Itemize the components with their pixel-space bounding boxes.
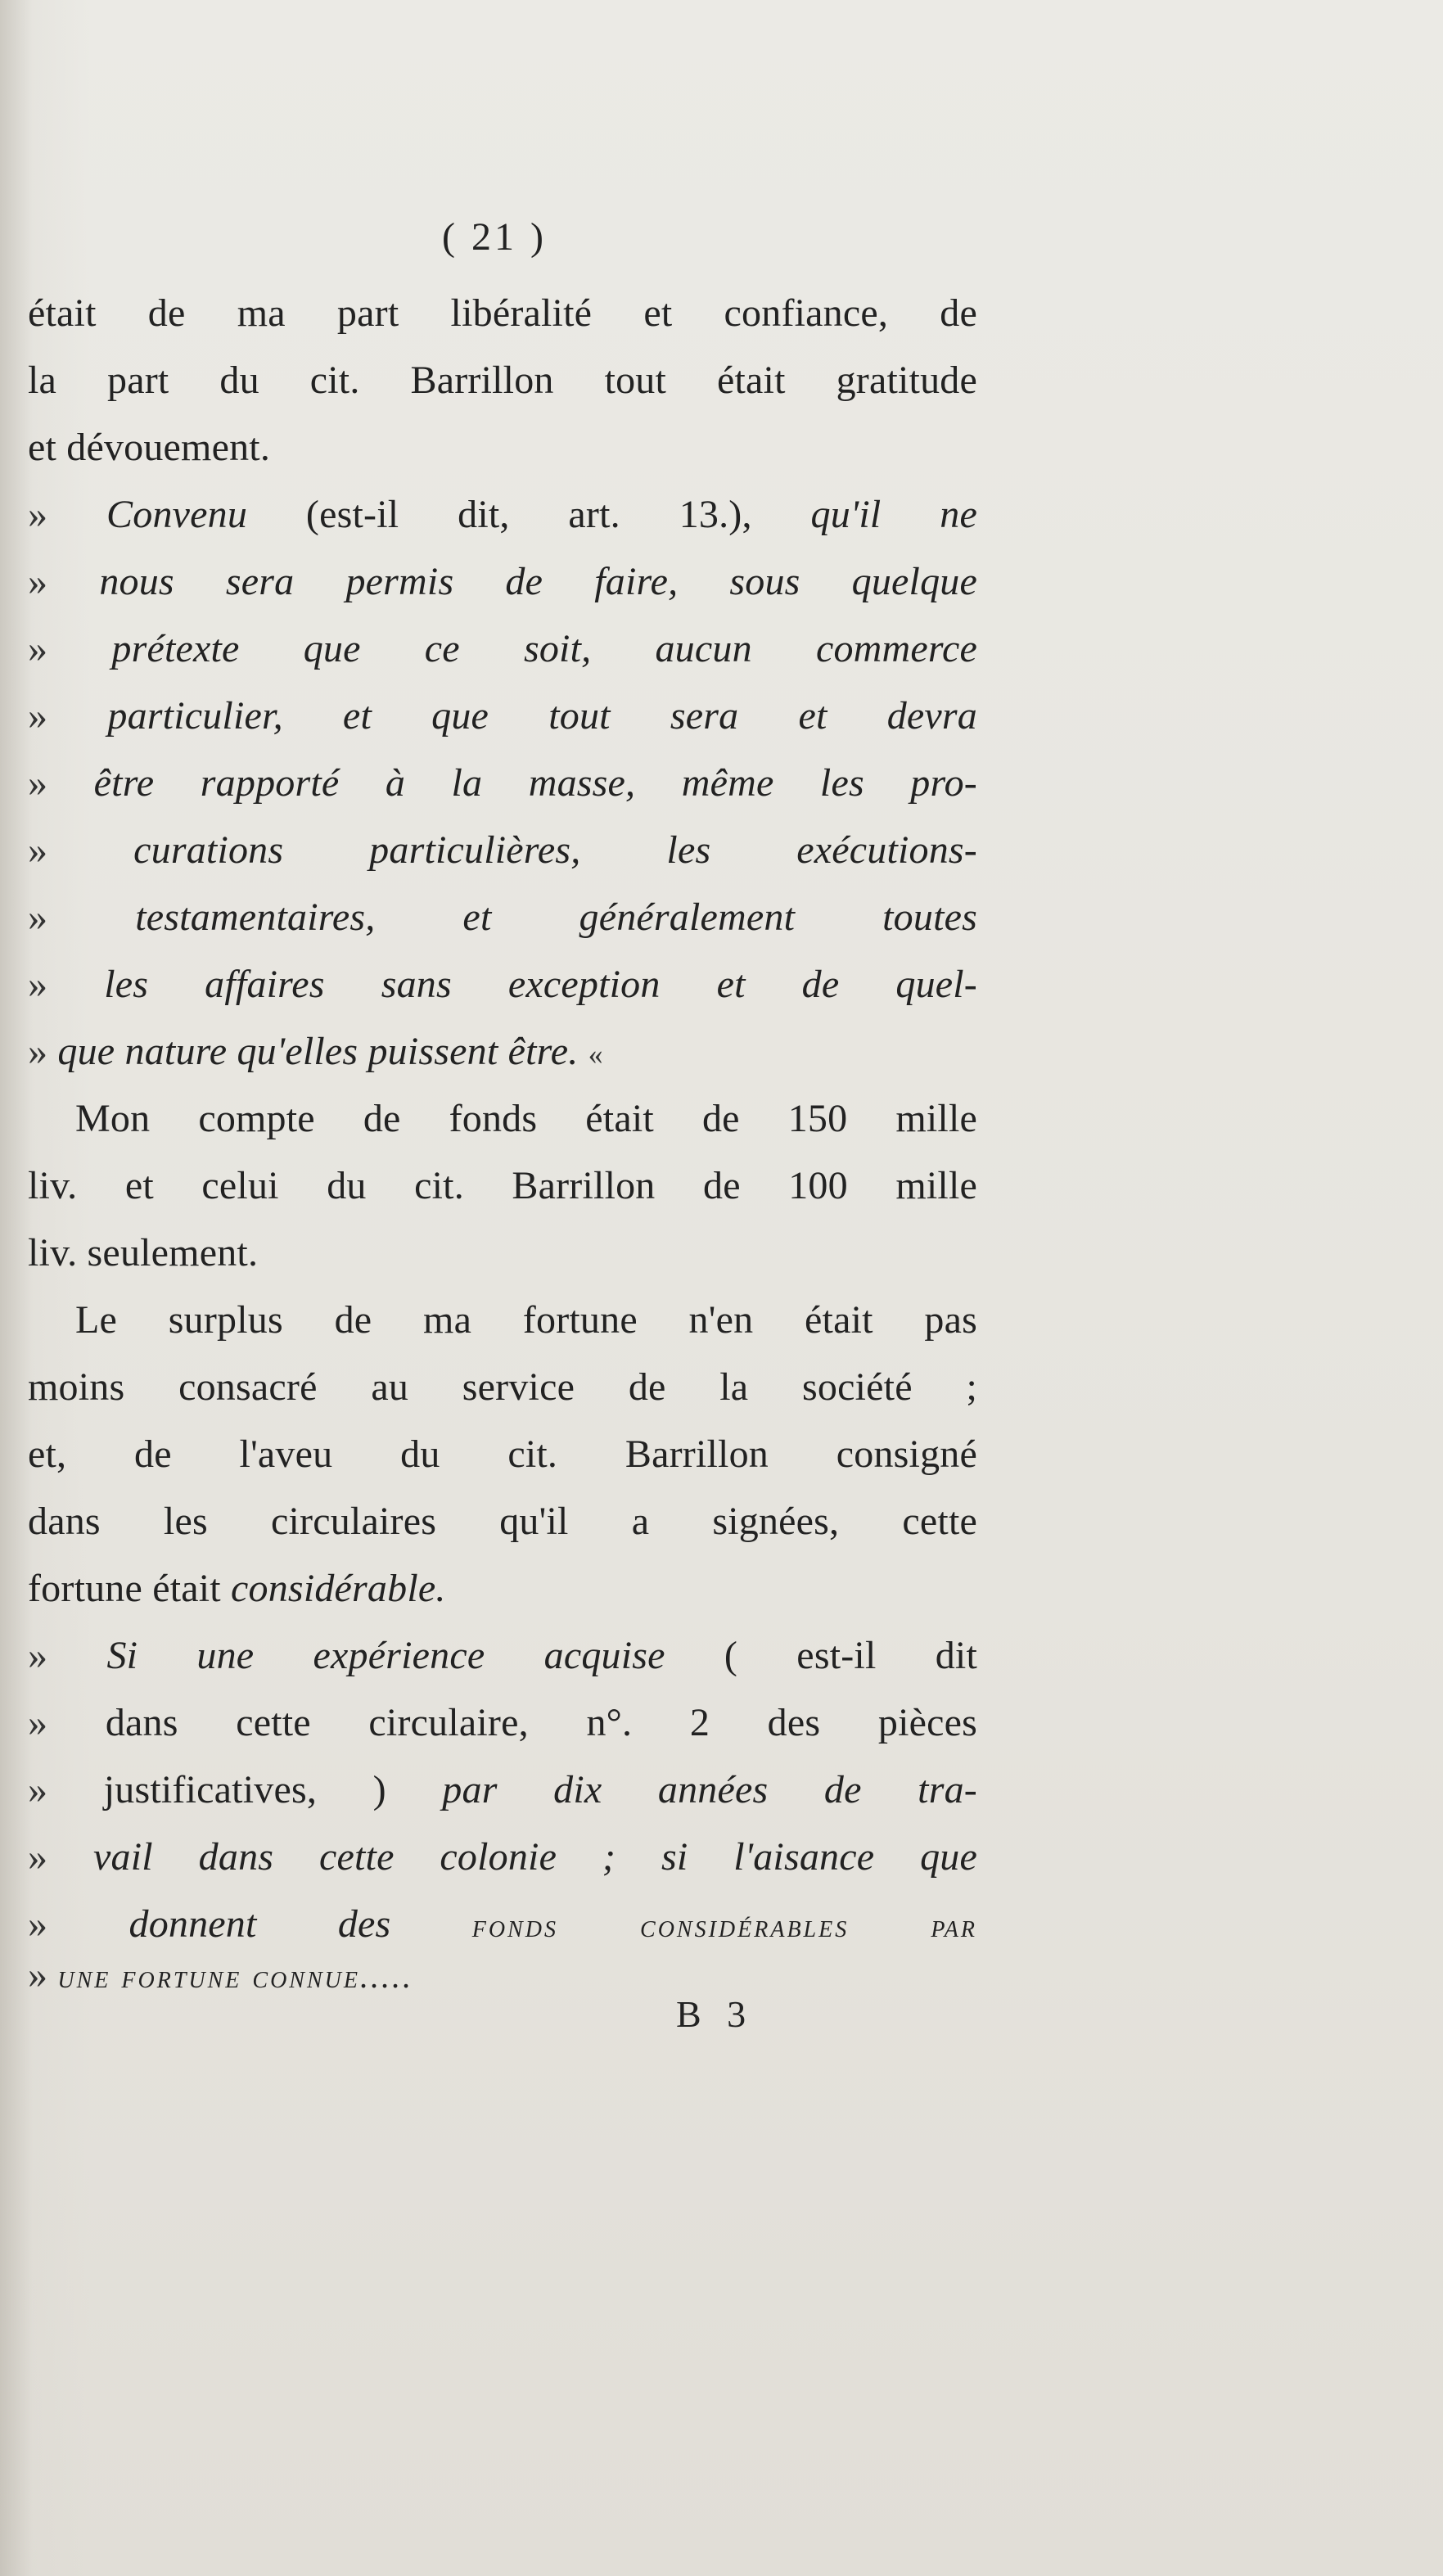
quote-text: justificatives, )	[103, 1768, 386, 1811]
quote-line	[28, 1902, 977, 1949]
quote-text: nous sera permis de faire, sous quelque	[99, 560, 978, 603]
quote-line	[28, 1029, 977, 1077]
text-fragment: fortune était	[28, 1567, 221, 1610]
guillemet: »	[28, 560, 48, 603]
quote-line	[28, 1767, 977, 1813]
guillemet: »	[28, 627, 48, 670]
quote-text: Convenu	[106, 493, 248, 536]
quote-text: curations particulières, les exécutions-	[133, 828, 977, 872]
quote-text: dans cette circulaire, n°. 2 des pièces	[105, 1701, 977, 1744]
text-line: liv. seulement.	[28, 1231, 259, 1274]
quote-text-small-caps: une fortune connue.....	[57, 1958, 413, 1995]
quote-text: Si une expérience acquise	[106, 1634, 665, 1677]
quote-text: ( est-il dit	[724, 1634, 977, 1677]
quote-text: particulier, et que tout sera et devra	[107, 694, 977, 738]
guillemet: »	[28, 761, 48, 805]
quote-line	[28, 760, 977, 806]
text-line	[28, 1566, 977, 1612]
guillemet: »	[28, 493, 48, 536]
guillemet: »	[28, 1768, 48, 1811]
quote-line	[28, 895, 977, 941]
text-fragment: considérable.	[231, 1567, 446, 1610]
guillemet: »	[28, 694, 48, 738]
guillemet: »	[28, 1835, 48, 1879]
quote-text: être rapporté à la masse, même les pro-	[93, 761, 977, 805]
quote-text: qu'il ne	[810, 493, 978, 536]
quote-text: donnent des	[129, 1902, 391, 1946]
quote-line	[28, 1633, 977, 1679]
quote-text: prétexte que ce soit, aucun commerce	[111, 627, 977, 670]
text-line: Mon compte de fonds était de 150 mille	[75, 1097, 977, 1140]
text-line: Le surplus de ma fortune n'en était pas	[75, 1298, 977, 1342]
guillemet: »	[28, 1634, 48, 1677]
text-line: et, de l'aveu du cit. Barrillon consigné	[28, 1432, 977, 1476]
text-line: la part du cit. Barrillon tout était gratitude	[28, 359, 977, 402]
running-head-page-number: ( 21 )	[442, 215, 547, 259]
quote-text: testamentaires, et généralement toutes	[135, 896, 978, 939]
text-line: liv. et celui du cit. Barrillon de 100 mille	[28, 1164, 977, 1207]
guillemet: »	[28, 963, 48, 1006]
guillemet: »	[28, 828, 48, 872]
text-line: était de ma part libéralité et confiance, de	[28, 291, 977, 335]
quote-line	[28, 1834, 977, 1880]
quote-text: les affaires sans exception et de quel-	[104, 963, 977, 1006]
guillemet: »	[28, 1030, 48, 1073]
quote-line	[28, 1700, 977, 1746]
quote-line	[28, 626, 977, 672]
quote-text: vail dans cette colonie ; si l'aisance que	[93, 1835, 977, 1879]
closing-guillemet: «	[588, 1038, 603, 1071]
text-line: dans les circulaires qu'il a signées, cette	[28, 1500, 977, 1543]
quote-text: (est-il dit, art. 13.),	[305, 493, 752, 536]
quote-line	[28, 559, 977, 605]
quote-text-small-caps: fonds considérables par	[471, 1907, 978, 1944]
text-line: moins consacré au service de la société ;	[28, 1365, 977, 1409]
signature-mark: B 3	[676, 1993, 755, 2035]
quote-text: par dix années de tra-	[442, 1768, 977, 1811]
quote-line	[28, 693, 977, 739]
quote-text: que nature qu'elles puissent être.	[57, 1030, 579, 1073]
quote-line	[28, 1952, 977, 2000]
text-line: et dévouement.	[28, 426, 271, 469]
guillemet: »	[28, 1701, 48, 1744]
guillemet: »	[28, 896, 48, 939]
guillemet: »	[28, 1902, 48, 1946]
quote-line	[28, 828, 977, 873]
guillemet: »	[28, 1953, 48, 1996]
quote-line	[28, 962, 977, 1008]
quote-line	[28, 492, 977, 538]
